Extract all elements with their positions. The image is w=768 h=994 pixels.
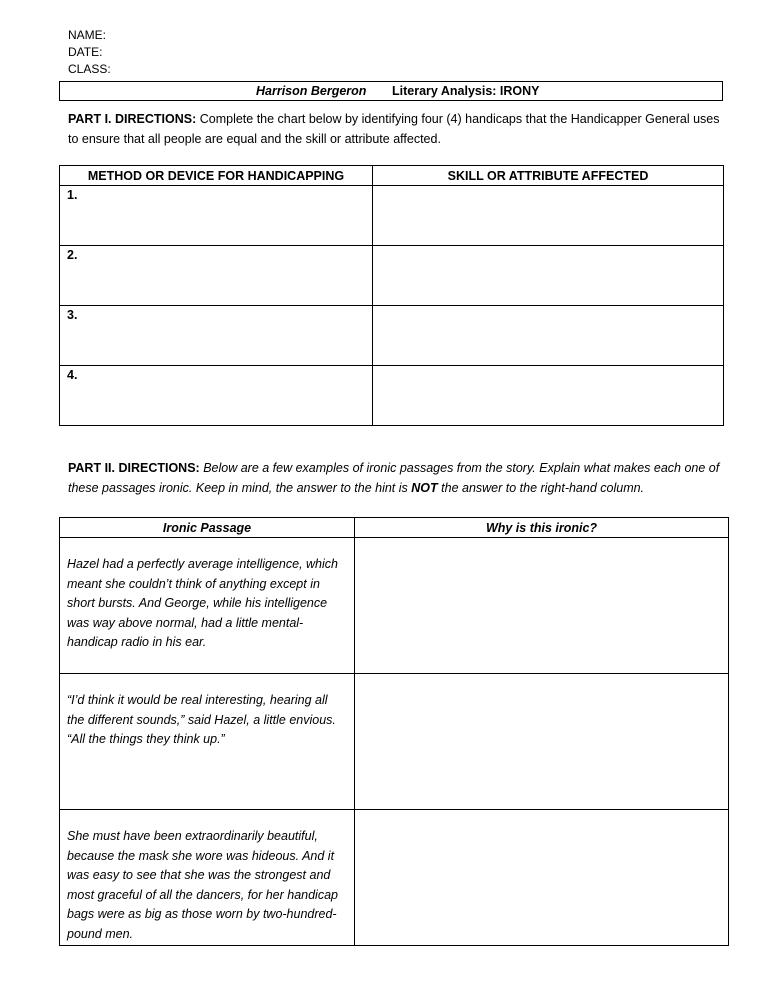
passage-cell: “I’d think it would be real interesting, hearing all the different sounds,” said Hazel, a little envious. “All the things they think up.”	[60, 674, 355, 810]
date-label: DATE:	[68, 45, 103, 59]
part2-text-end: the answer to the right-hand column.	[441, 481, 645, 495]
attribute-cell[interactable]	[373, 246, 724, 306]
col-irony-header: Why is this ironic?	[355, 518, 729, 538]
irony-chart	[59, 517, 729, 946]
table-row	[60, 810, 729, 946]
table-row	[60, 306, 724, 366]
part2-heading: PART II. DIRECTIONS:	[68, 461, 200, 475]
attribute-cell[interactable]	[373, 366, 724, 426]
row-number: 2.	[60, 246, 373, 306]
attribute-cell[interactable]	[373, 306, 724, 366]
attribute-cell[interactable]	[373, 186, 724, 246]
table-row	[60, 674, 729, 810]
title-box	[59, 81, 723, 101]
col-method-header: METHOD OR DEVICE FOR HANDICAPPING	[60, 166, 373, 186]
part2-emphasis: NOT	[411, 481, 438, 495]
col-attribute-header: SKILL OR ATTRIBUTE AFFECTED	[373, 166, 724, 186]
table-row	[60, 246, 724, 306]
story-title: Harrison Bergeron	[256, 84, 367, 98]
part1-text: Complete the chart below by identifying four (4) handicaps that the Handicapper General uses to ensure that all people are equal and the skill or attribute affected.	[68, 112, 720, 146]
class-label: CLASS:	[68, 62, 111, 76]
passage-cell: Hazel had a perfectly average intelligence, which meant she couldn’t think of anything except in short bursts. And George, while his intelligence was way above normal, had a little mental-handicap radio in his ear.	[60, 538, 355, 674]
handicap-chart	[59, 165, 724, 426]
part2-text: Below are a few examples of ironic passages from the story. Explain what makes each one of these passages ironic. Keep in mind, the answer to the hint is	[68, 461, 720, 495]
row-number: 1.	[60, 186, 373, 246]
analysis-title: Literary Analysis: IRONY	[392, 84, 540, 98]
answer-cell[interactable]	[355, 810, 729, 946]
part2-directions	[68, 458, 728, 498]
part1-directions	[68, 109, 728, 149]
row-number: 4.	[60, 366, 373, 426]
table-row	[60, 366, 724, 426]
row-number: 3.	[60, 306, 373, 366]
name-label: NAME:	[68, 28, 107, 42]
answer-cell[interactable]	[355, 674, 729, 810]
col-passage-header: Ironic Passage	[60, 518, 355, 538]
passage-cell: She must have been extraordinarily beautiful, because the mask she wore was hideous. And it was easy to see that she was the strongest and most graceful of all the dancers, for her handicap bags were as big as those worn by two-hundred-pound men.	[60, 810, 355, 946]
answer-cell[interactable]	[355, 538, 729, 674]
table-row	[60, 186, 724, 246]
table-row	[60, 538, 729, 674]
part1-heading: PART I. DIRECTIONS:	[68, 112, 197, 126]
